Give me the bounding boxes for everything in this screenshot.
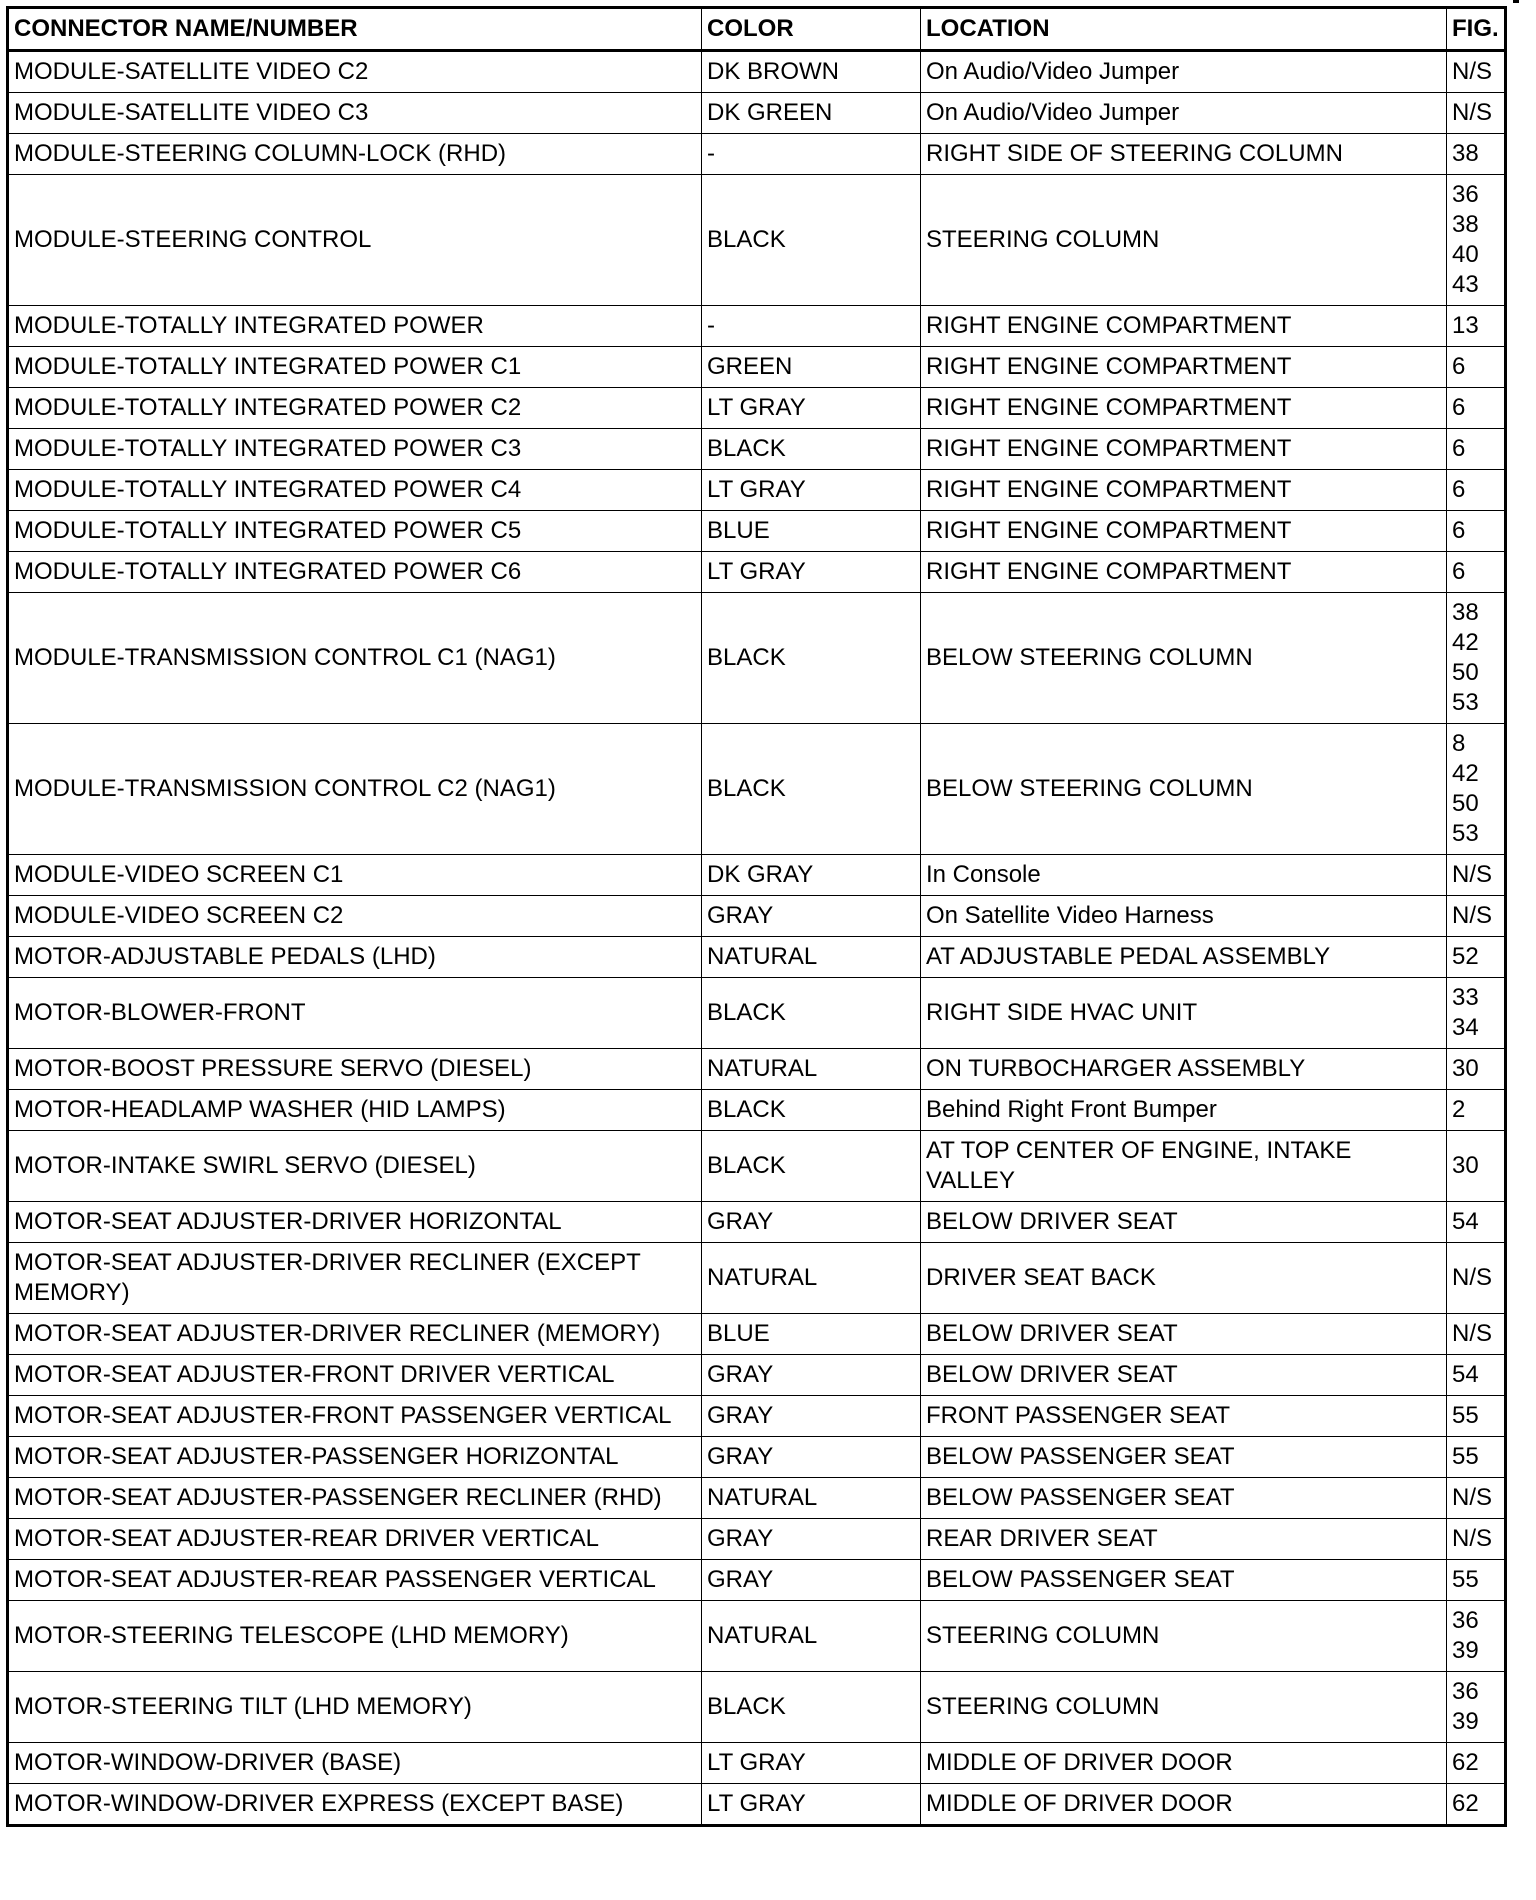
table-row (8, 724, 1506, 855)
connector-name-cell: MODULE-TOTALLY INTEGRATED POWER C1 (8, 347, 702, 388)
color-cell: GRAY (702, 1355, 921, 1396)
fig-number: 30 (1452, 1055, 1479, 1082)
location-cell: RIGHT SIDE HVAC UNIT (921, 978, 1447, 1049)
table-row (8, 470, 1506, 511)
connector-name-cell: MOTOR-ADJUSTABLE PEDALS (LHD) (8, 937, 702, 978)
table-row (8, 1355, 1506, 1396)
table-row (8, 1090, 1506, 1131)
connector-name-cell: MODULE-TRANSMISSION CONTROL C2 (NAG1) (8, 724, 702, 855)
header-fig: FIG. (1447, 8, 1506, 51)
color-cell: NATURAL (702, 937, 921, 978)
location-cell: BELOW DRIVER SEAT (921, 1314, 1447, 1355)
table-row (8, 306, 1506, 347)
table-row (8, 1131, 1506, 1202)
connector-name-cell: MODULE-STEERING COLUMN-LOCK (RHD) (8, 134, 702, 175)
table-row (8, 1784, 1506, 1826)
color-cell: BLACK (702, 593, 921, 724)
fig-number: 53 (1452, 689, 1479, 716)
connector-name-cell: MOTOR-BLOWER-FRONT (8, 978, 702, 1049)
location-cell: On Audio/Video Jumper (921, 93, 1447, 134)
connector-name-cell: MOTOR-STEERING TILT (LHD MEMORY) (8, 1672, 702, 1743)
fig-cell (1447, 552, 1506, 593)
location-cell: In Console (921, 855, 1447, 896)
table-row (8, 134, 1506, 175)
color-cell: GRAY (702, 1437, 921, 1478)
fig-number: 8 (1452, 730, 1466, 757)
fig-number: 50 (1452, 790, 1479, 817)
location-cell: FRONT PASSENGER SEAT (921, 1396, 1447, 1437)
connector-name-cell: MOTOR-SEAT ADJUSTER-DRIVER RECLINER (EXCEPT MEMORY) (8, 1243, 702, 1314)
fig-cell (1447, 1743, 1506, 1784)
connector-name-cell: MOTOR-BOOST PRESSURE SERVO (DIESEL) (8, 1049, 702, 1090)
connector-name-cell: MOTOR-HEADLAMP WASHER (HID LAMPS) (8, 1090, 702, 1131)
fig-number: 62 (1452, 1749, 1479, 1776)
fig-cell (1447, 855, 1506, 896)
location-cell: BELOW PASSENGER SEAT (921, 1478, 1447, 1519)
fig-cell (1447, 1243, 1506, 1314)
location-cell: AT ADJUSTABLE PEDAL ASSEMBLY (921, 937, 1447, 978)
fig-number: 6 (1452, 353, 1466, 380)
color-cell: GRAY (702, 1202, 921, 1243)
fig-number: 2 (1452, 1096, 1466, 1123)
table-row (8, 1601, 1506, 1672)
fig-number: N/S (1452, 1525, 1493, 1552)
fig-number: N/S (1452, 1264, 1493, 1291)
table-row (8, 1519, 1506, 1560)
fig-cell (1447, 1396, 1506, 1437)
fig-cell (1447, 1355, 1506, 1396)
table-row (8, 1396, 1506, 1437)
fig-cell (1447, 1202, 1506, 1243)
connector-name-cell: MOTOR-SEAT ADJUSTER-PASSENGER HORIZONTAL (8, 1437, 702, 1478)
fig-number: 36 (1452, 1678, 1479, 1705)
fig-number: 36 (1452, 181, 1479, 208)
fig-cell (1447, 134, 1506, 175)
fig-cell (1447, 306, 1506, 347)
table-row (8, 429, 1506, 470)
table-row (8, 51, 1506, 93)
fig-number: 52 (1452, 943, 1479, 970)
color-cell: BLACK (702, 1090, 921, 1131)
fig-number: 34 (1452, 1014, 1479, 1041)
table-row (8, 1743, 1506, 1784)
color-cell: GRAY (702, 1519, 921, 1560)
color-cell: BLACK (702, 1672, 921, 1743)
color-cell: GRAY (702, 1396, 921, 1437)
fig-number: 40 (1452, 241, 1479, 268)
table-row (8, 1478, 1506, 1519)
color-cell: BLUE (702, 1314, 921, 1355)
connector-name-cell: MOTOR-SEAT ADJUSTER-PASSENGER RECLINER (RHD) (8, 1478, 702, 1519)
color-cell: NATURAL (702, 1478, 921, 1519)
table-row (8, 1202, 1506, 1243)
connector-name-cell: MODULE-STEERING CONTROL (8, 175, 702, 306)
fig-number: N/S (1452, 99, 1493, 126)
table-row (8, 1049, 1506, 1090)
location-cell: STEERING COLUMN (921, 175, 1447, 306)
fig-cell (1447, 1672, 1506, 1743)
header-color: COLOR (702, 8, 921, 51)
location-cell: RIGHT ENGINE COMPARTMENT (921, 429, 1447, 470)
fig-number: 39 (1452, 1708, 1479, 1735)
fig-cell (1447, 51, 1506, 93)
table-row (8, 937, 1506, 978)
fig-number: 6 (1452, 558, 1466, 585)
corner-mark (1513, 0, 1519, 3)
location-cell: RIGHT ENGINE COMPARTMENT (921, 511, 1447, 552)
table-row (8, 978, 1506, 1049)
fig-number: 42 (1452, 629, 1479, 656)
fig-number: 13 (1452, 312, 1479, 339)
table-row (8, 896, 1506, 937)
fig-number: 55 (1452, 1402, 1479, 1429)
location-cell: MIDDLE OF DRIVER DOOR (921, 1784, 1447, 1826)
table-row (8, 511, 1506, 552)
header-connector-name: CONNECTOR NAME/NUMBER (8, 8, 702, 51)
fig-cell (1447, 1131, 1506, 1202)
table-row (8, 93, 1506, 134)
fig-cell (1447, 1560, 1506, 1601)
location-cell: STEERING COLUMN (921, 1601, 1447, 1672)
location-cell: RIGHT ENGINE COMPARTMENT (921, 347, 1447, 388)
color-cell: NATURAL (702, 1243, 921, 1314)
fig-cell (1447, 937, 1506, 978)
connector-name-cell: MODULE-SATELLITE VIDEO C3 (8, 93, 702, 134)
color-cell: LT GRAY (702, 552, 921, 593)
color-cell: DK GREEN (702, 93, 921, 134)
fig-number: 38 (1452, 599, 1479, 626)
fig-number: 39 (1452, 1637, 1479, 1664)
table-row (8, 388, 1506, 429)
connector-name-cell: MODULE-SATELLITE VIDEO C2 (8, 51, 702, 93)
color-cell: LT GRAY (702, 1784, 921, 1826)
location-cell: RIGHT ENGINE COMPARTMENT (921, 388, 1447, 429)
fig-number: 6 (1452, 517, 1466, 544)
location-cell: BELOW DRIVER SEAT (921, 1355, 1447, 1396)
location-cell: Behind Right Front Bumper (921, 1090, 1447, 1131)
fig-cell (1447, 388, 1506, 429)
fig-cell (1447, 1478, 1506, 1519)
connector-name-cell: MODULE-VIDEO SCREEN C1 (8, 855, 702, 896)
fig-cell (1447, 470, 1506, 511)
fig-number: 53 (1452, 820, 1479, 847)
table-body (8, 51, 1506, 1826)
fig-cell (1447, 511, 1506, 552)
fig-number: 62 (1452, 1790, 1479, 1817)
fig-cell (1447, 175, 1506, 306)
table-row (8, 175, 1506, 306)
table-row (8, 347, 1506, 388)
connector-name-cell: MOTOR-SEAT ADJUSTER-REAR DRIVER VERTICAL (8, 1519, 702, 1560)
fig-cell (1447, 1519, 1506, 1560)
color-cell: GRAY (702, 896, 921, 937)
location-cell: MIDDLE OF DRIVER DOOR (921, 1743, 1447, 1784)
color-cell: BLACK (702, 1131, 921, 1202)
fig-cell (1447, 1437, 1506, 1478)
location-cell: BELOW STEERING COLUMN (921, 593, 1447, 724)
fig-number: N/S (1452, 861, 1493, 888)
color-cell: BLACK (702, 429, 921, 470)
location-cell: On Audio/Video Jumper (921, 51, 1447, 93)
fig-number: N/S (1452, 1484, 1493, 1511)
connector-table (6, 6, 1507, 1827)
fig-number: 54 (1452, 1361, 1479, 1388)
table-row (8, 1314, 1506, 1355)
fig-number: 43 (1452, 271, 1479, 298)
color-cell: BLACK (702, 978, 921, 1049)
connector-name-cell: MODULE-TOTALLY INTEGRATED POWER C6 (8, 552, 702, 593)
table-row (8, 855, 1506, 896)
location-cell: On Satellite Video Harness (921, 896, 1447, 937)
color-cell: LT GRAY (702, 1743, 921, 1784)
connector-name-cell: MODULE-TOTALLY INTEGRATED POWER C5 (8, 511, 702, 552)
fig-cell (1447, 1601, 1506, 1672)
location-cell: RIGHT ENGINE COMPARTMENT (921, 306, 1447, 347)
fig-cell (1447, 1784, 1506, 1826)
location-cell: REAR DRIVER SEAT (921, 1519, 1447, 1560)
fig-number: 6 (1452, 394, 1466, 421)
fig-cell (1447, 347, 1506, 388)
color-cell: BLUE (702, 511, 921, 552)
color-cell: DK BROWN (702, 51, 921, 93)
connector-name-cell: MODULE-TOTALLY INTEGRATED POWER C3 (8, 429, 702, 470)
location-cell: RIGHT ENGINE COMPARTMENT (921, 552, 1447, 593)
color-cell: - (702, 306, 921, 347)
fig-number: 30 (1452, 1152, 1479, 1179)
color-cell: LT GRAY (702, 388, 921, 429)
connector-name-cell: MOTOR-SEAT ADJUSTER-DRIVER RECLINER (MEMORY) (8, 1314, 702, 1355)
color-cell: GRAY (702, 1560, 921, 1601)
table-row (8, 552, 1506, 593)
fig-number: 38 (1452, 211, 1479, 238)
table-row (8, 1243, 1506, 1314)
fig-number: 36 (1452, 1607, 1479, 1634)
location-cell: BELOW STEERING COLUMN (921, 724, 1447, 855)
fig-cell (1447, 429, 1506, 470)
header-row (8, 8, 1506, 51)
fig-number: N/S (1452, 58, 1493, 85)
fig-number: 55 (1452, 1566, 1479, 1593)
connector-name-cell: MOTOR-WINDOW-DRIVER (BASE) (8, 1743, 702, 1784)
location-cell: BELOW DRIVER SEAT (921, 1202, 1447, 1243)
color-cell: - (702, 134, 921, 175)
fig-cell (1447, 1090, 1506, 1131)
location-cell: STEERING COLUMN (921, 1672, 1447, 1743)
header-location: LOCATION (921, 8, 1447, 51)
connector-name-cell: MODULE-TOTALLY INTEGRATED POWER C4 (8, 470, 702, 511)
fig-cell (1447, 1314, 1506, 1355)
fig-number: 42 (1452, 760, 1479, 787)
connector-name-cell: MODULE-TRANSMISSION CONTROL C1 (NAG1) (8, 593, 702, 724)
table-row (8, 1672, 1506, 1743)
table-row (8, 1560, 1506, 1601)
fig-cell (1447, 896, 1506, 937)
fig-number: 50 (1452, 659, 1479, 686)
location-cell: ON TURBOCHARGER ASSEMBLY (921, 1049, 1447, 1090)
color-cell: NATURAL (702, 1601, 921, 1672)
connector-name-cell: MOTOR-SEAT ADJUSTER-FRONT PASSENGER VERTICAL (8, 1396, 702, 1437)
color-cell: GREEN (702, 347, 921, 388)
connector-name-cell: MODULE-TOTALLY INTEGRATED POWER (8, 306, 702, 347)
color-cell: BLACK (702, 724, 921, 855)
fig-number: 6 (1452, 435, 1466, 462)
fig-number: 33 (1452, 984, 1479, 1011)
location-cell: RIGHT ENGINE COMPARTMENT (921, 470, 1447, 511)
connector-name-cell: MODULE-VIDEO SCREEN C2 (8, 896, 702, 937)
connector-name-cell: MOTOR-WINDOW-DRIVER EXPRESS (EXCEPT BASE) (8, 1784, 702, 1826)
fig-number: 6 (1452, 476, 1466, 503)
fig-cell (1447, 1049, 1506, 1090)
location-cell: BELOW PASSENGER SEAT (921, 1437, 1447, 1478)
color-cell: LT GRAY (702, 470, 921, 511)
location-cell: DRIVER SEAT BACK (921, 1243, 1447, 1314)
fig-cell (1447, 93, 1506, 134)
fig-cell (1447, 593, 1506, 724)
connector-name-cell: MOTOR-SEAT ADJUSTER-FRONT DRIVER VERTICAL (8, 1355, 702, 1396)
fig-number: 55 (1452, 1443, 1479, 1470)
fig-number: 54 (1452, 1208, 1479, 1235)
fig-number: 38 (1452, 140, 1479, 167)
connector-name-cell: MOTOR-INTAKE SWIRL SERVO (DIESEL) (8, 1131, 702, 1202)
fig-cell (1447, 724, 1506, 855)
fig-number: N/S (1452, 1320, 1493, 1347)
connector-name-cell: MOTOR-SEAT ADJUSTER-DRIVER HORIZONTAL (8, 1202, 702, 1243)
color-cell: BLACK (702, 175, 921, 306)
location-cell: AT TOP CENTER OF ENGINE, INTAKE VALLEY (921, 1131, 1447, 1202)
table-row (8, 1437, 1506, 1478)
color-cell: DK GRAY (702, 855, 921, 896)
table-row (8, 593, 1506, 724)
location-cell: BELOW PASSENGER SEAT (921, 1560, 1447, 1601)
connector-name-cell: MODULE-TOTALLY INTEGRATED POWER C2 (8, 388, 702, 429)
location-cell: RIGHT SIDE OF STEERING COLUMN (921, 134, 1447, 175)
fig-cell (1447, 978, 1506, 1049)
connector-name-cell: MOTOR-STEERING TELESCOPE (LHD MEMORY) (8, 1601, 702, 1672)
connector-name-cell: MOTOR-SEAT ADJUSTER-REAR PASSENGER VERTICAL (8, 1560, 702, 1601)
fig-number: N/S (1452, 902, 1493, 929)
color-cell: NATURAL (702, 1049, 921, 1090)
